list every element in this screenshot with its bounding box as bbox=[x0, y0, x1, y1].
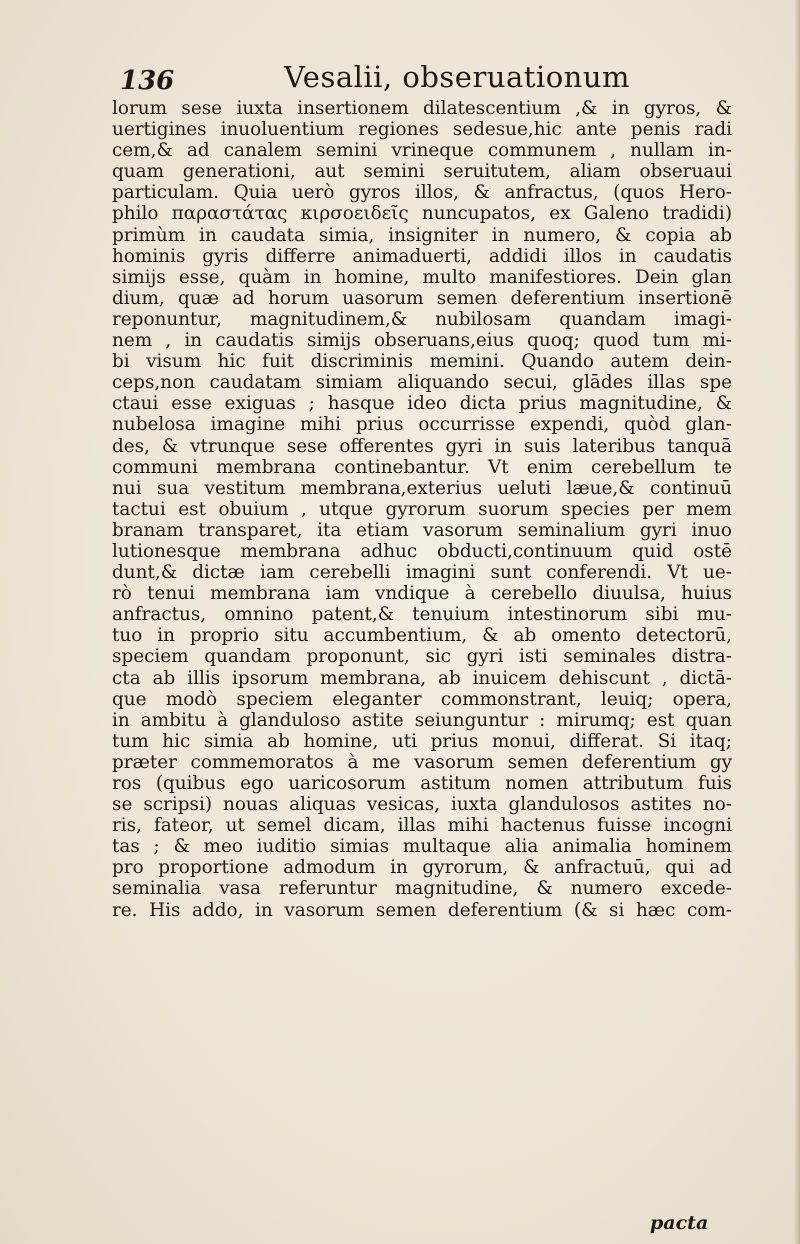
text-line: anfractus, omnino patent,& tenuium intestinorum sibi mu- bbox=[112, 604, 732, 626]
page-header bbox=[112, 58, 732, 98]
text-line: ros (quibus ego uaricosorum astitum nomen attributum fuis bbox=[112, 773, 732, 794]
text-line: tas ; & meo iuditio simias multaque alia animalia hominem bbox=[112, 836, 732, 858]
text-line: tuo in proprio situ accumbentium, & ab omento detectorū, bbox=[112, 625, 732, 647]
text-line: nubelosa imagine mihi prius occurrisse expendi, quòd glan- bbox=[112, 414, 732, 436]
text-line: quam generationi, aut semini seruitutem, aliam obseruaui bbox=[112, 161, 732, 183]
text-line: que modò speciem eleganter commonstrant, leuiq; opera, bbox=[112, 688, 732, 710]
text-line: nui sua vestitum membrana,exterius ueluti læue,& continuū bbox=[112, 477, 732, 499]
page-edge bbox=[794, 0, 800, 1244]
text-line: simijs esse, quàm in homine, multo manifestiores. Dein glan bbox=[112, 266, 732, 288]
text-line: des, & vtrunque sese offerentes gyri in suis lateribus tanquā bbox=[112, 435, 732, 457]
text-line: nem , in caudatis simijs obseruans,eius quoq; quod tum mi- bbox=[112, 330, 732, 352]
text-line: primùm in caudata simia, insigniter in numero, & copia ab bbox=[112, 224, 732, 246]
text-line: hominis gyris differre animaduerti, addidi illos in caudatis bbox=[112, 245, 732, 267]
text-line: præter commemoratos à me vasorum semen deferentium gy bbox=[112, 751, 732, 773]
text-line: bi visum hic fuit discriminis memini. Quando autem dein- bbox=[112, 351, 732, 373]
text-line: cta ab illis ipsorum membrana, ab inuicem dehiscunt , dictā- bbox=[112, 667, 732, 689]
text-line: uertigines inuoluentium regiones sedesue,hic ante penis radi bbox=[112, 119, 732, 141]
text-line: lutionesque membrana adhuc obducti,continuum quid ostē bbox=[112, 540, 732, 562]
text-line: tactui est obuium , utque gyrorum suorum species per mem bbox=[112, 498, 732, 520]
text-line: ris, fateor, ut semel dicam, illas mihi hactenus fuisse incogni bbox=[112, 815, 732, 837]
body-text bbox=[112, 98, 732, 921]
text-line: rò tenui membrana iam vndique à cerebello diuulsa, huius bbox=[112, 583, 732, 605]
text-line: lorum sese iuxta insertionem dilatescentium ,& in gyros, & bbox=[112, 98, 732, 119]
text-line: pro proportione admodum in gyrorum, & anfractuū, qui ad bbox=[112, 857, 732, 879]
text-line: re. His addo, in vasorum semen deferentium (& si hæc com- bbox=[112, 899, 732, 921]
text-line: seminalia vasa referuntur magnitudine, & numero excede- bbox=[112, 878, 732, 900]
text-line: in ambitu à glanduloso astite seiunguntur : mirumq; est quan bbox=[112, 709, 732, 731]
text-line: ctaui esse exiguas ; hasque ideo dicta prius magnitudine, & bbox=[112, 393, 732, 415]
text-line: reponuntur, magnitudinem,& nubilosam quandam imagi- bbox=[112, 308, 732, 330]
text-line: cem,& ad canalem semini vrineque communem , nullam in- bbox=[112, 140, 732, 162]
text-line: speciem quandam proponunt, sic gyri isti seminales distra- bbox=[112, 646, 732, 668]
text-line: philo παραστάτας κιρσοειδεῖς nuncupatos, ex Galeno tradidi) bbox=[112, 203, 732, 225]
text-line: particulam. Quia uerò gyros illos, & anfractus, (quos Hero- bbox=[112, 182, 732, 204]
page-number: 136 bbox=[120, 66, 175, 96]
text-line: tum hic simia ab homine, uti prius monui, differat. Si itaq; bbox=[112, 730, 732, 752]
text-line: communi membrana continebantur. Vt enim cerebellum te bbox=[112, 456, 732, 478]
text-line: dunt,& dictæ iam cerebelli imagini sunt conferendi. Vt ue- bbox=[112, 562, 732, 584]
catchword: pacta bbox=[650, 1212, 709, 1234]
text-line: se scripsi) nouas aliquas vesicas, iuxta glandulosos astites no- bbox=[112, 794, 732, 816]
text-line: branam transparet, ita etiam vasorum seminalium gyri inuo bbox=[112, 519, 732, 541]
running-head: Vesalii, obseruationum bbox=[284, 60, 631, 94]
text-line: dium, quæ ad horum uasorum semen deferentium insertionē bbox=[112, 287, 732, 309]
text-line: ceps,non caudatam simiam aliquando secui, glādes illas spe bbox=[112, 372, 732, 394]
